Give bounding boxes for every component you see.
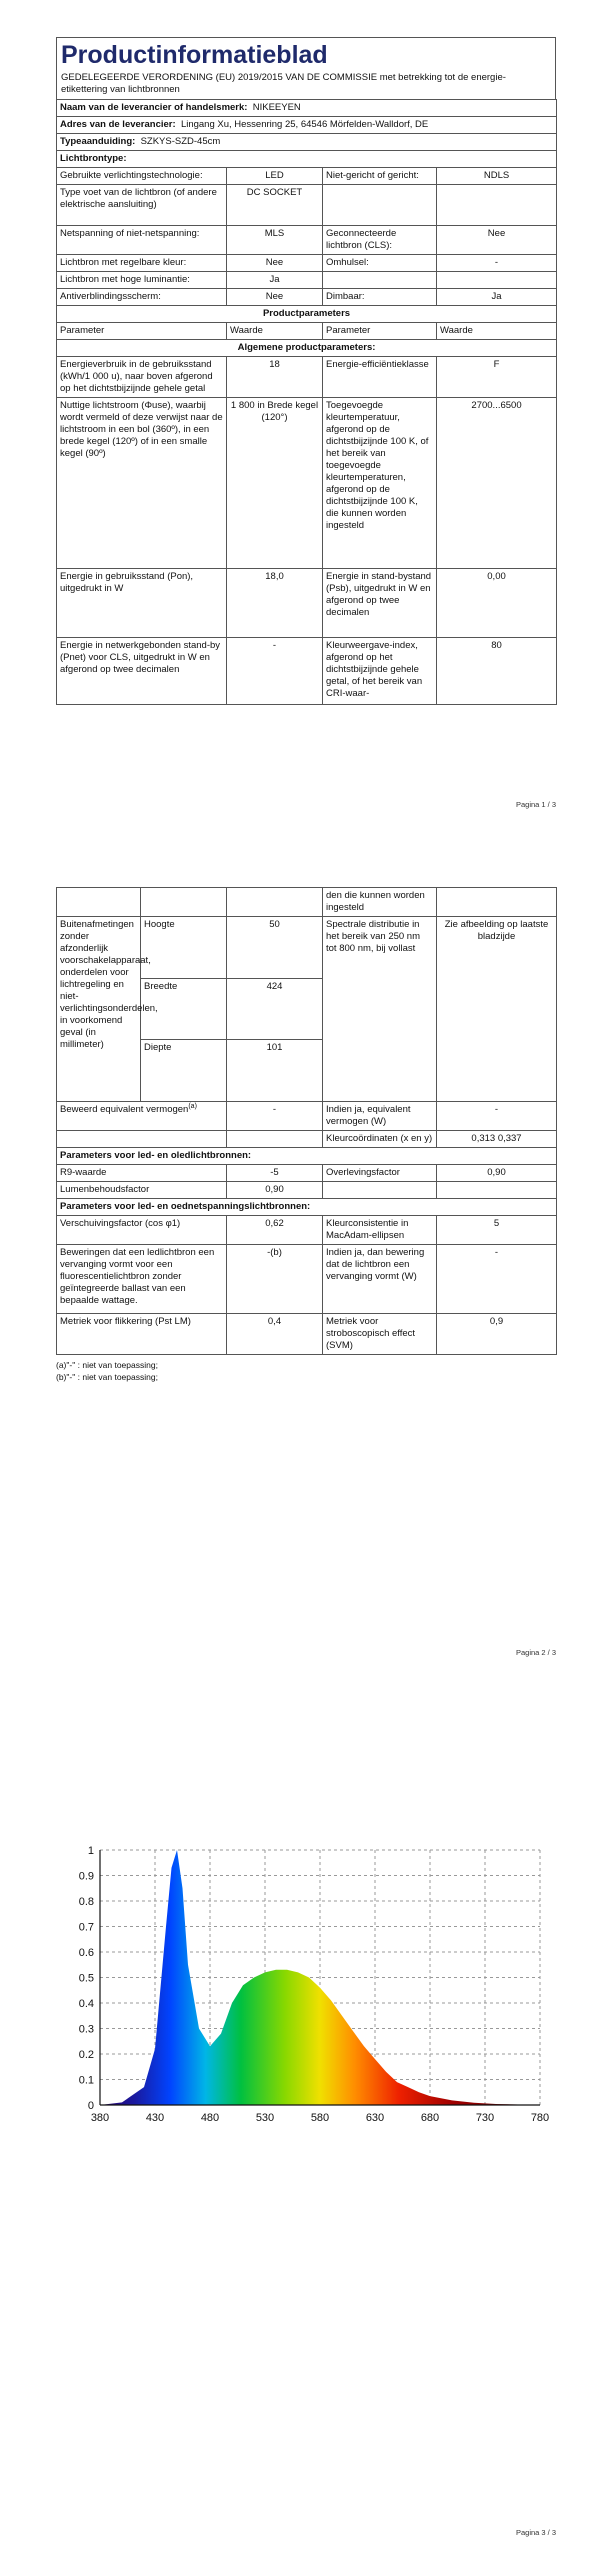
y-tick-label: 0.4: [78, 1998, 94, 2010]
table-row: Energie in netwerkgebonden stand-by (Pnet) voor CLS, uitgedrukt in W en afgerond op twee decimalen - Kleurweergave-index, afgerond op het dichtstbijzijnde gehele getal, of het bereik van CRI-waar- 80: [57, 638, 557, 705]
x-tick-label: 680: [420, 2112, 440, 2124]
table-row: Nuttige lichtstroom (Φuse), waarbij wordt vermeld of deze verwijst naar de lichtstroom in een bol (360º), in een brede kegel (120º) of in een smalle kegel (90º) 1 800 in Brede kegel (120°) Toegevoegde kleurtemperatuur, afgerond op de dichtstbijzijnde 100 K, of het bereik van toegevoegde kleurtemperaturen, afgerond op de dichtstbijzijnde 100 K, die kunnen worden ingesteld 2700...6500: [57, 398, 557, 569]
document-title: Productinformatieblad: [61, 41, 328, 69]
mains-params-heading: Parameters voor led- en oednetspanningslichtbronnen:: [57, 1199, 557, 1216]
page-number: Pagina 3 / 3: [515, 2528, 556, 2537]
x-tick-label: 580: [310, 2112, 330, 2124]
led-params-heading: Parameters voor led- en oledlichtbronnen:: [57, 1148, 557, 1165]
table-row: Kleurcoördinaten (x en y) 0,313 0,337: [57, 1131, 557, 1148]
table-row: Beweringen dat een ledlichtbron een vervanging vormt voor een fluorescentielichtbron zonder geïntegreerde ballast van een bepaalde wattage. -(b) Indien ja, dan bewering dat de lichtbron een vervanging vormt (W) -: [57, 1245, 557, 1314]
x-tick-label: 380: [90, 2112, 110, 2124]
model-row: Typeaanduiding: SZKYS-SZD-45cm: [57, 134, 557, 151]
table-row: Antiverblindingsscherm: Nee Dimbaar: Ja: [57, 289, 557, 306]
x-tick-label: 480: [200, 2112, 220, 2124]
info-table-page1: [56, 99, 557, 705]
y-tick-label: 0.8: [78, 1896, 94, 1908]
y-tick-label: 0.6: [78, 1947, 94, 1959]
spectral-distribution-chart: [30, 1830, 550, 2130]
footnote: (b)"-" : niet van toepassing;: [56, 1372, 158, 1382]
table-row: R9-waarde -5 Overlevingsfactor 0,90: [57, 1165, 557, 1182]
dimensions-label: Buitenafmetingen zonder afzonderlijk voorschakelapparaat, onderdelen voor lichtregeling en niet-verlichtingsonderdelen, in voorkomend geval (in millimeter): [57, 917, 141, 1102]
y-tick-label: 1: [87, 1845, 94, 1857]
x-tick-label: 780: [530, 2112, 550, 2124]
table-row: Type voet van de lichtbron (of andere elektrische aansluiting) DC SOCKET: [57, 185, 557, 226]
y-tick-label: 0.1: [78, 2074, 94, 2087]
info-table-page2: den die kunnen worden ingesteld Buitenafmetingen zonder afzonderlijk voorschakelapparaat, onderdelen voor lichtregeling en niet-verlichtingsonderdelen, in voorkomend geval (in millimeter) Hoogte 50 Spectrale distributie in het bereik van 250 nm tot 800 nm, bij vollast Zie afbeelding op laatste bladzijde Breedte 424 Diepte 101 Beweerd equivalent vermogen$^{(a)}$ - Indien ja, equivalent vermogen (W) - Kleurcoördinaten (x en y) 0,313 0,337 Parameters voor led- en oledlichtbronnen: R9-waarde -5 Overlevingsfactor 0,90 Lumenbehoudsfactor 0,90 Parameters voor led- en oednetspanningslichtbronnen: Verschuivingsfactor (cos φ1) 0,62 Kleurconsistentie in MacAdam-ellipsen 5 Beweringen dat een ledlichtbron een vervanging vormt voor een fluorescentielichtbron zonder geïntegreerde ballast van een bepaalde wattage. -(b) Indien ja, dan bewering dat de lichtbron een vervanging vormt (W) - Metriek voor flikkering (Pst LM) 0,4 Metriek voor stroboscopisch effect (SVM) 0,9: [56, 887, 557, 1355]
table-row: Verschuivingsfactor (cos φ1) 0,62 Kleurconsistentie in MacAdam-ellipsen 5: [57, 1216, 557, 1245]
supplier-value: NIKEEYEN: [252, 102, 301, 113]
product-params-heading: Productparameters: [57, 306, 557, 323]
column-headers: Parameter Waarde Parameter Waarde: [57, 323, 557, 340]
table-row: Lichtbron met hoge luminantie: Ja: [57, 272, 557, 289]
x-tick-label: 530: [255, 2112, 275, 2124]
y-tick-label: 0.9: [78, 1870, 94, 1883]
page-1: [0, 0, 603, 833]
y-tick-label: 0.3: [78, 2023, 94, 2036]
table-row: Netspanning of niet-netspanning: MLS Geconnecteerde lichtbron (CLS): Nee: [57, 226, 557, 255]
address-row: Adres van de leverancier: Lingang Xu, Hessenring 25, 64546 Mörfelden-Walldorf, DE: [57, 117, 557, 134]
page-number: Pagina 2 / 3: [515, 1648, 556, 1657]
y-tick-label: 0.5: [78, 1972, 94, 1985]
table-row: Energieverbruik in de gebruiksstand (kWh/1 000 u), naar boven afgerond op het dichtstbijzijnde gehele getal 18 Energie-efficiëntieklasse F: [57, 357, 557, 398]
y-tick-label: 0.7: [78, 1921, 94, 1934]
page-number: Pagina 1 / 3: [515, 800, 556, 809]
supplier-row: Naam van de leverancier of handelsmerk: NIKEEYEN: [57, 100, 557, 117]
x-tick-label: 430: [145, 2112, 165, 2124]
table-row: Gebruikte verlichtingstechnologie: LED Niet-gericht of gericht: NDLS: [57, 168, 557, 185]
page-2: [0, 833, 603, 1680]
general-params-heading: Algemene productparameters:: [57, 340, 557, 357]
document-subtitle: GEDELEGEERDE VERORDENING (EU) 2019/2015 VAN DE COMMISSIE met betrekking tot de energie-etikettering van lichtbronnen: [61, 72, 506, 95]
table-row: Lumenbehoudsfactor 0,90: [57, 1182, 557, 1199]
light-source-type-heading: Lichtbrontype:: [57, 151, 557, 168]
footnote: (a)"-" : niet van toepassing;: [56, 1360, 158, 1370]
y-tick-label: 0: [87, 2100, 94, 2112]
page-3: [0, 1680, 603, 2560]
y-tick-label: 0.2: [78, 2049, 94, 2061]
table-row: Beweerd equivalent vermogen$^{(a)}$ - Indien ja, equivalent vermogen (W) -: [57, 1102, 557, 1131]
table-row: den die kunnen worden ingesteld: [57, 888, 557, 917]
table-row: Energie in gebruiksstand (Pon), uitgedrukt in W 18,0 Energie in stand-bystand (Psb), uitgedrukt in W en afgerond op twee decimalen 0,00: [57, 569, 557, 638]
title-box: [56, 37, 556, 99]
dimensions-row: Buitenafmetingen zonder afzonderlijk voorschakelapparaat, onderdelen voor lichtregeling en niet-verlichtingsonderdelen, in voorkomend geval (in millimeter) Hoogte 50 Spectrale distributie in het bereik van 250 nm tot 800 nm, bij vollast Zie afbeelding op laatste bladzijde: [57, 917, 557, 979]
model-value: SZKYS-SZD-45cm: [140, 136, 221, 147]
x-tick-label: 630: [365, 2112, 385, 2124]
address-value: Lingang Xu, Hessenring 25, 64546 Mörfelden-Walldorf, DE: [180, 119, 429, 130]
x-tick-label: 730: [475, 2112, 495, 2124]
table-row: Lichtbron met regelbare kleur: Nee Omhulsel: -: [57, 255, 557, 272]
table-row: Metriek voor flikkering (Pst LM) 0,4 Metriek voor stroboscopisch effect (SVM) 0,9: [57, 1314, 557, 1355]
